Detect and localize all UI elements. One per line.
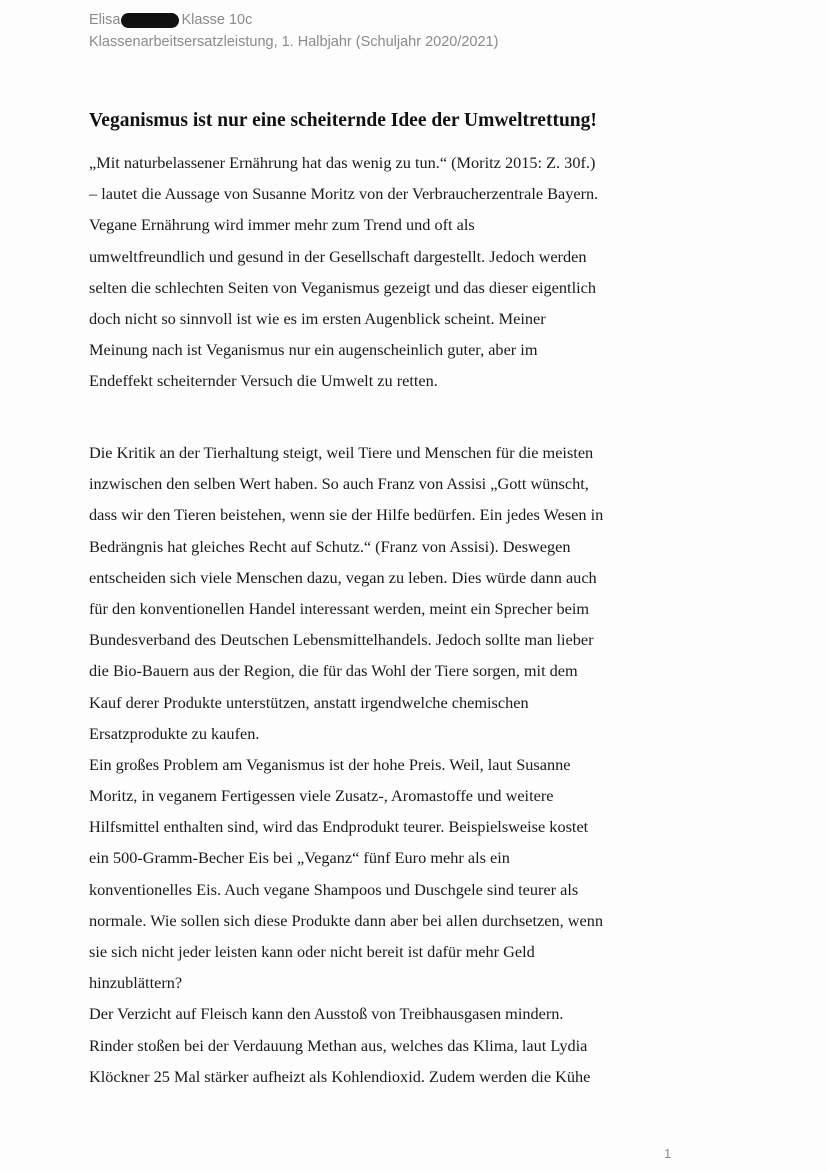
text-line: Hilfsmittel enthalten sind, wird das Endprodukt teurer. Beispielsweise kostet <box>89 817 589 837</box>
text-line: Rinder stoßen bei der Verdauung Methan aus, welches das Klima, laut Lydia <box>89 1035 588 1055</box>
text-line: – lautet die Aussage von Susanne Moritz von der Verbraucherzentrale Bayern. <box>89 184 599 204</box>
text-line: dass wir den Tieren beistehen, wenn sie der Hilfe bedürfen. Ein jedes Wesen in <box>89 505 604 525</box>
text-line: normale. Wie sollen sich diese Produkte dann aber bei allen durchsetzen, wenn <box>89 910 603 930</box>
paragraph-intro <box>89 147 689 397</box>
text-line: Klöckner 25 Mal stärker aufheizt als Kohlendioxid. Zudem werden die Kühe <box>89 1066 591 1086</box>
essay-title: Veganismus ist nur eine scheiternde Idee der Umweltrettung! <box>89 110 597 131</box>
redacted-surname <box>121 13 179 28</box>
text-line: „Mit naturbelassener Ernährung hat das wenig zu tun.“ (Moritz 2015: Z. 30f.) <box>89 153 596 172</box>
text-line: Meinung nach ist Veganismus nur ein augenscheinlich guter, aber im <box>89 340 538 360</box>
text-line: Bundesverband des Deutschen Lebensmittelhandels. Jedoch sollte man lieber <box>89 630 594 650</box>
text-line: Moritz, in veganem Fertigessen viele Zusatz-, Aromastoffe und weitere <box>89 786 554 806</box>
text-line: die Bio-Bauern aus der Region, die für das Wohl der Tiere sorgen, mit dem <box>89 661 578 681</box>
text-line: selten die schlechten Seiten von Veganismus gezeigt und das dieser eigentlich <box>89 277 596 297</box>
text-line: Ersatzprodukte zu kaufen. <box>89 723 260 743</box>
text-line: Kauf derer Produkte unterstützen, anstatt irgendwelche chemischen <box>89 692 529 712</box>
text-line: entscheiden sich viele Menschen dazu, vegan zu leben. Dies würde dann auch <box>89 567 597 587</box>
paragraph-main <box>89 437 689 1092</box>
page-header <box>89 9 498 53</box>
text-line: umweltfreundlich und gesund in der Gesellschaft dargestellt. Jedoch werden <box>89 246 587 266</box>
text-line: doch nicht so sinnvoll ist wie es im ersten Augenblick scheint. Meiner <box>89 308 546 328</box>
page-number: 1 <box>664 1146 672 1161</box>
class-label: Klasse 10c <box>181 12 253 28</box>
header-subtitle: Klassenarbeitsersatzleistung, 1. Halbjahr (Schuljahr 2020/2021) <box>89 34 499 50</box>
text-line: Endeffekt scheiternder Versuch die Umwelt zu retten. <box>89 371 438 391</box>
header-name-line <box>89 9 498 31</box>
text-line: Die Kritik an der Tierhaltung steigt, weil Tiere und Menschen für die meisten <box>89 443 594 462</box>
text-line: Vegane Ernährung wird immer mehr zum Trend und oft als <box>89 215 475 235</box>
text-line: hinzublättern? <box>89 973 183 993</box>
text-line: Bedrängnis hat gleiches Recht auf Schutz.“ (Franz von Assisi). Deswegen <box>89 536 571 556</box>
text-line: ein 500-Gramm-Becher Eis bei „Veganz“ fünf Euro mehr als ein <box>89 848 510 868</box>
student-name: Elisa <box>89 12 121 28</box>
text-line: für den konventionellen Handel interessant werden, meint ein Sprecher beim <box>89 598 590 618</box>
text-line: konventionelles Eis. Auch vegane Shampoos und Duschgele sind teurer als <box>89 879 579 899</box>
text-line: Ein großes Problem am Veganismus ist der hohe Preis. Weil, laut Susanne <box>89 754 571 774</box>
text-line: inzwischen den selben Wert haben. So auch Franz von Assisi „Gott wünscht, <box>89 474 589 494</box>
text-line: sie sich nicht jeder leisten kann oder nicht bereit ist dafür mehr Geld <box>89 942 535 961</box>
text-line: Der Verzicht auf Fleisch kann den Ausstoß von Treibhausgasen mindern. <box>89 1004 564 1024</box>
